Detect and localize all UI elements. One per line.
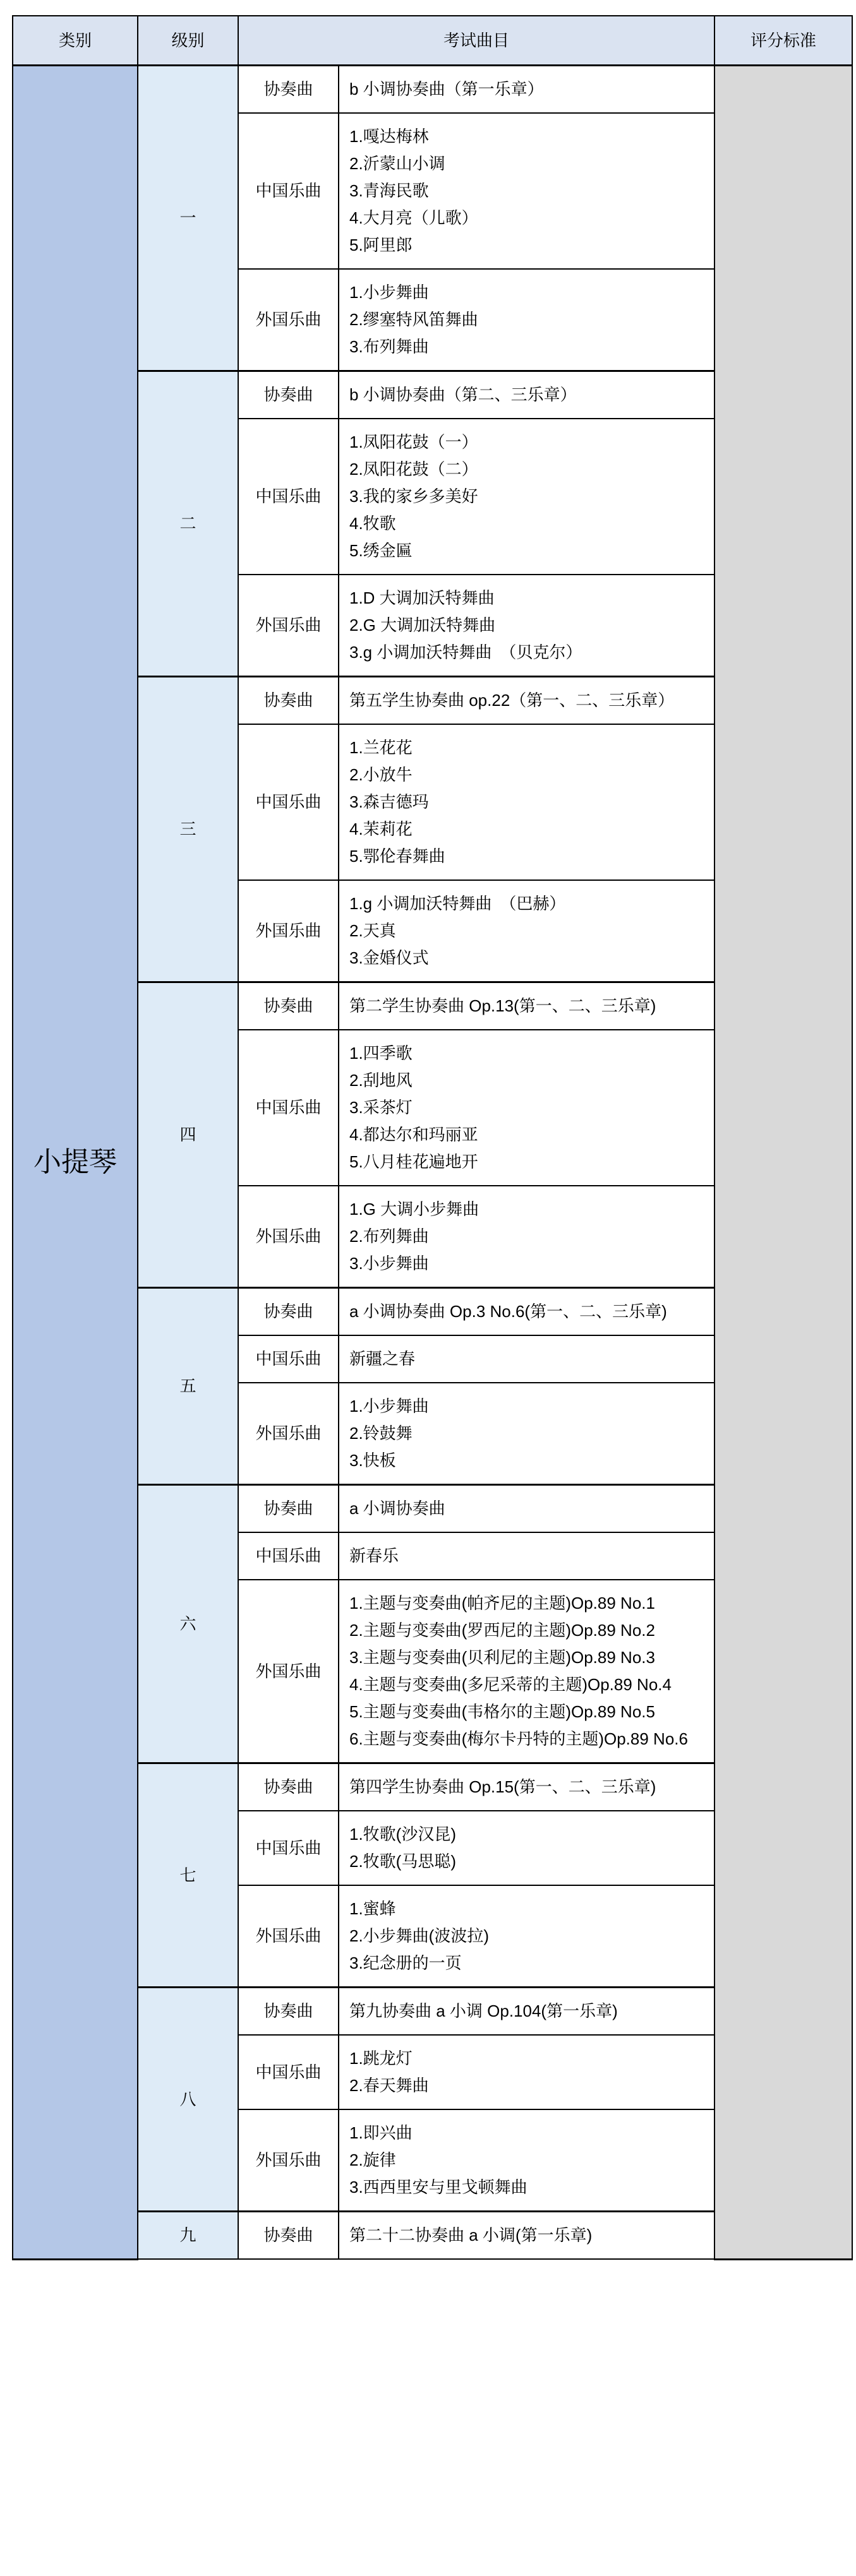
level-cell: 七 (138, 1763, 238, 1988)
piece-item: 1.G 大调小步舞曲 (349, 1200, 479, 1219)
piece-type-cell: 协奏曲 (238, 66, 339, 114)
piece-item: 3.西西里安与里戈顿舞曲 (349, 2178, 527, 2197)
piece-item: 2.天真 (349, 921, 396, 940)
piece-item: 新春乐 (349, 1546, 399, 1565)
piece-item: 3.主题与变奏曲(贝利尼的主题)Op.89 No.3 (349, 1648, 655, 1667)
piece-type-cell: 中国乐曲 (238, 419, 339, 575)
pieces-cell (339, 880, 714, 982)
piece-item: 1.嘎达梅林 (349, 127, 429, 146)
pieces-cell (339, 2109, 714, 2212)
piece-item: 1.主题与变奏曲(帕齐尼的主题)Op.89 No.1 (349, 1594, 655, 1613)
piece-type-cell: 中国乐曲 (238, 724, 339, 880)
piece-type-cell: 协奏曲 (238, 1288, 339, 1336)
piece-item: 3.纪念册的一页 (349, 1953, 462, 1972)
pieces-cell (339, 677, 714, 725)
piece-item: 3.小步舞曲 (349, 1254, 429, 1273)
piece-item: 5.阿里郎 (349, 236, 413, 254)
pieces-cell (339, 1532, 714, 1580)
piece-type-cell: 协奏曲 (238, 1485, 339, 1533)
table-body (13, 66, 852, 2260)
piece-type-cell: 协奏曲 (238, 371, 339, 419)
piece-type-cell: 协奏曲 (238, 982, 339, 1030)
piece-item: 2.春天舞曲 (349, 2076, 429, 2095)
pieces-cell (339, 575, 714, 677)
piece-item: 3.森吉德玛 (349, 792, 429, 811)
pieces-cell (339, 982, 714, 1030)
piece-item: 6.主题与变奏曲(梅尔卡丹特的主题)Op.89 No.6 (349, 1729, 688, 1748)
piece-item: 5.鄂伦春舞曲 (349, 847, 445, 866)
piece-item: 第二学生协奏曲 Op.13(第一、二、三乐章) (349, 996, 656, 1015)
level-cell: 一 (138, 66, 238, 371)
piece-item: 3.g 小调加沃特舞曲 （贝克尔） (349, 643, 582, 662)
piece-type-cell: 外国乐曲 (238, 1885, 339, 1988)
piece-type-cell: 中国乐曲 (238, 1811, 339, 1885)
piece-item: 新疆之春 (349, 1349, 416, 1368)
piece-item: 4.大月亮（儿歌） (349, 208, 478, 227)
exam-repertoire-table (12, 15, 853, 2260)
category-cell: 小提琴 (13, 66, 138, 2260)
header-category: 类别 (13, 16, 138, 66)
piece-item: 2.沂蒙山小调 (349, 154, 445, 173)
pieces-cell (339, 2035, 714, 2109)
header-score: 评分标准 (714, 16, 852, 66)
level-cell: 三 (138, 677, 238, 982)
piece-type-cell: 协奏曲 (238, 677, 339, 725)
pieces-cell (339, 1186, 714, 1288)
piece-item: 1.即兴曲 (349, 2123, 413, 2142)
piece-item: 第二十二协奏曲 a 小调(第一乐章) (349, 2226, 593, 2245)
piece-type-cell: 外国乐曲 (238, 1383, 339, 1485)
pieces-cell (339, 1485, 714, 1533)
piece-item: 3.布列舞曲 (349, 337, 429, 356)
pieces-cell (339, 1811, 714, 1885)
piece-item: 3.快板 (349, 1451, 396, 1470)
pieces-cell (339, 66, 714, 114)
piece-item: 4.主题与变奏曲(多尼采蒂的主题)Op.89 No.4 (349, 1675, 672, 1694)
piece-item: 2.缪塞特风笛舞曲 (349, 310, 478, 329)
piece-item: 3.我的家乡多美好 (349, 487, 478, 506)
piece-item: 1.牧歌(沙汉昆) (349, 1825, 457, 1844)
piece-item: 2.凤阳花鼓（二） (349, 460, 478, 479)
piece-item: 3.采茶灯 (349, 1098, 413, 1117)
piece-type-cell: 外国乐曲 (238, 575, 339, 677)
piece-type-cell: 协奏曲 (238, 1763, 339, 1811)
piece-item: 1.D 大调加沃特舞曲 (349, 588, 495, 607)
piece-item: 1.小步舞曲 (349, 283, 429, 302)
piece-item: 1.小步舞曲 (349, 1397, 429, 1416)
piece-type-cell: 中国乐曲 (238, 1532, 339, 1580)
piece-item: 1.四季歌 (349, 1044, 413, 1063)
piece-item: 4.牧歌 (349, 514, 396, 533)
piece-type-cell: 中国乐曲 (238, 2035, 339, 2109)
piece-item: 2.布列舞曲 (349, 1227, 429, 1246)
piece-item: 5.主题与变奏曲(韦格尔的主题)Op.89 No.5 (349, 1702, 655, 1721)
piece-item: 4.都达尔和玛丽亚 (349, 1125, 478, 1144)
level-cell: 九 (138, 2212, 238, 2260)
piece-item: 3.金婚仪式 (349, 948, 429, 967)
pieces-cell (339, 1763, 714, 1811)
piece-item: 第五学生协奏曲 op.22（第一、二、三乐章） (349, 691, 675, 710)
piece-item: a 小调协奏曲 (349, 1499, 445, 1518)
pieces-cell (339, 269, 714, 371)
piece-type-cell: 外国乐曲 (238, 2109, 339, 2212)
pieces-cell (339, 371, 714, 419)
piece-item: 2.小步舞曲(波波拉) (349, 1926, 490, 1945)
piece-type-cell: 外国乐曲 (238, 880, 339, 982)
pieces-cell (339, 1580, 714, 1763)
pieces-cell (339, 1030, 714, 1186)
piece-item: 2.铃鼓舞 (349, 1424, 413, 1443)
level-cell: 五 (138, 1288, 238, 1485)
piece-item: b 小调协奏曲（第二、三乐章） (349, 385, 577, 404)
piece-type-cell: 中国乐曲 (238, 1335, 339, 1383)
pieces-cell (339, 1288, 714, 1336)
piece-type-cell: 外国乐曲 (238, 1186, 339, 1288)
pieces-cell (339, 724, 714, 880)
piece-type-cell: 中国乐曲 (238, 1030, 339, 1186)
piece-type-cell: 外国乐曲 (238, 1580, 339, 1763)
piece-type-cell: 中国乐曲 (238, 113, 339, 269)
piece-item: 2.G 大调加沃特舞曲 (349, 616, 496, 635)
piece-item: 2.主题与变奏曲(罗西尼的主题)Op.89 No.2 (349, 1621, 655, 1640)
piece-type-cell: 协奏曲 (238, 2212, 339, 2260)
piece-item: b 小调协奏曲（第一乐章） (349, 80, 544, 98)
piece-item: 5.绣金匾 (349, 541, 413, 560)
level-cell: 二 (138, 371, 238, 677)
pieces-cell (339, 113, 714, 269)
piece-item: 4.茉莉花 (349, 820, 413, 838)
score-criteria-cell (714, 66, 852, 2260)
header-row (13, 16, 852, 66)
piece-item: 3.青海民歌 (349, 181, 429, 200)
piece-type-cell: 外国乐曲 (238, 269, 339, 371)
piece-item: 1.跳龙灯 (349, 2049, 413, 2068)
piece-item: 1.兰花花 (349, 738, 413, 757)
piece-item: 1.蜜蜂 (349, 1899, 396, 1918)
pieces-cell (339, 2212, 714, 2260)
table-row (13, 66, 852, 114)
piece-item: 2.旋律 (349, 2150, 396, 2169)
level-cell: 六 (138, 1485, 238, 1763)
piece-item: 1.凤阳花鼓（一） (349, 432, 478, 451)
level-cell: 四 (138, 982, 238, 1288)
piece-item: a 小调协奏曲 Op.3 No.6(第一、二、三乐章) (349, 1302, 667, 1321)
header-level: 级别 (138, 16, 238, 66)
piece-item: 第九协奏曲 a 小调 Op.104(第一乐章) (349, 2001, 618, 2020)
level-cell: 八 (138, 1988, 238, 2212)
piece-item: 第四学生协奏曲 Op.15(第一、二、三乐章) (349, 1777, 656, 1796)
pieces-cell (339, 419, 714, 575)
header-pieces: 考试曲目 (238, 16, 714, 66)
pieces-cell (339, 1988, 714, 2036)
piece-item: 2.刮地风 (349, 1071, 413, 1090)
piece-item: 2.牧歌(马思聪) (349, 1852, 457, 1871)
pieces-cell (339, 1383, 714, 1485)
piece-item: 5.八月桂花遍地开 (349, 1152, 478, 1171)
pieces-cell (339, 1885, 714, 1988)
piece-item: 2.小放牛 (349, 765, 413, 784)
piece-type-cell: 协奏曲 (238, 1988, 339, 2036)
piece-item: 1.g 小调加沃特舞曲 （巴赫） (349, 894, 566, 913)
pieces-cell (339, 1335, 714, 1383)
